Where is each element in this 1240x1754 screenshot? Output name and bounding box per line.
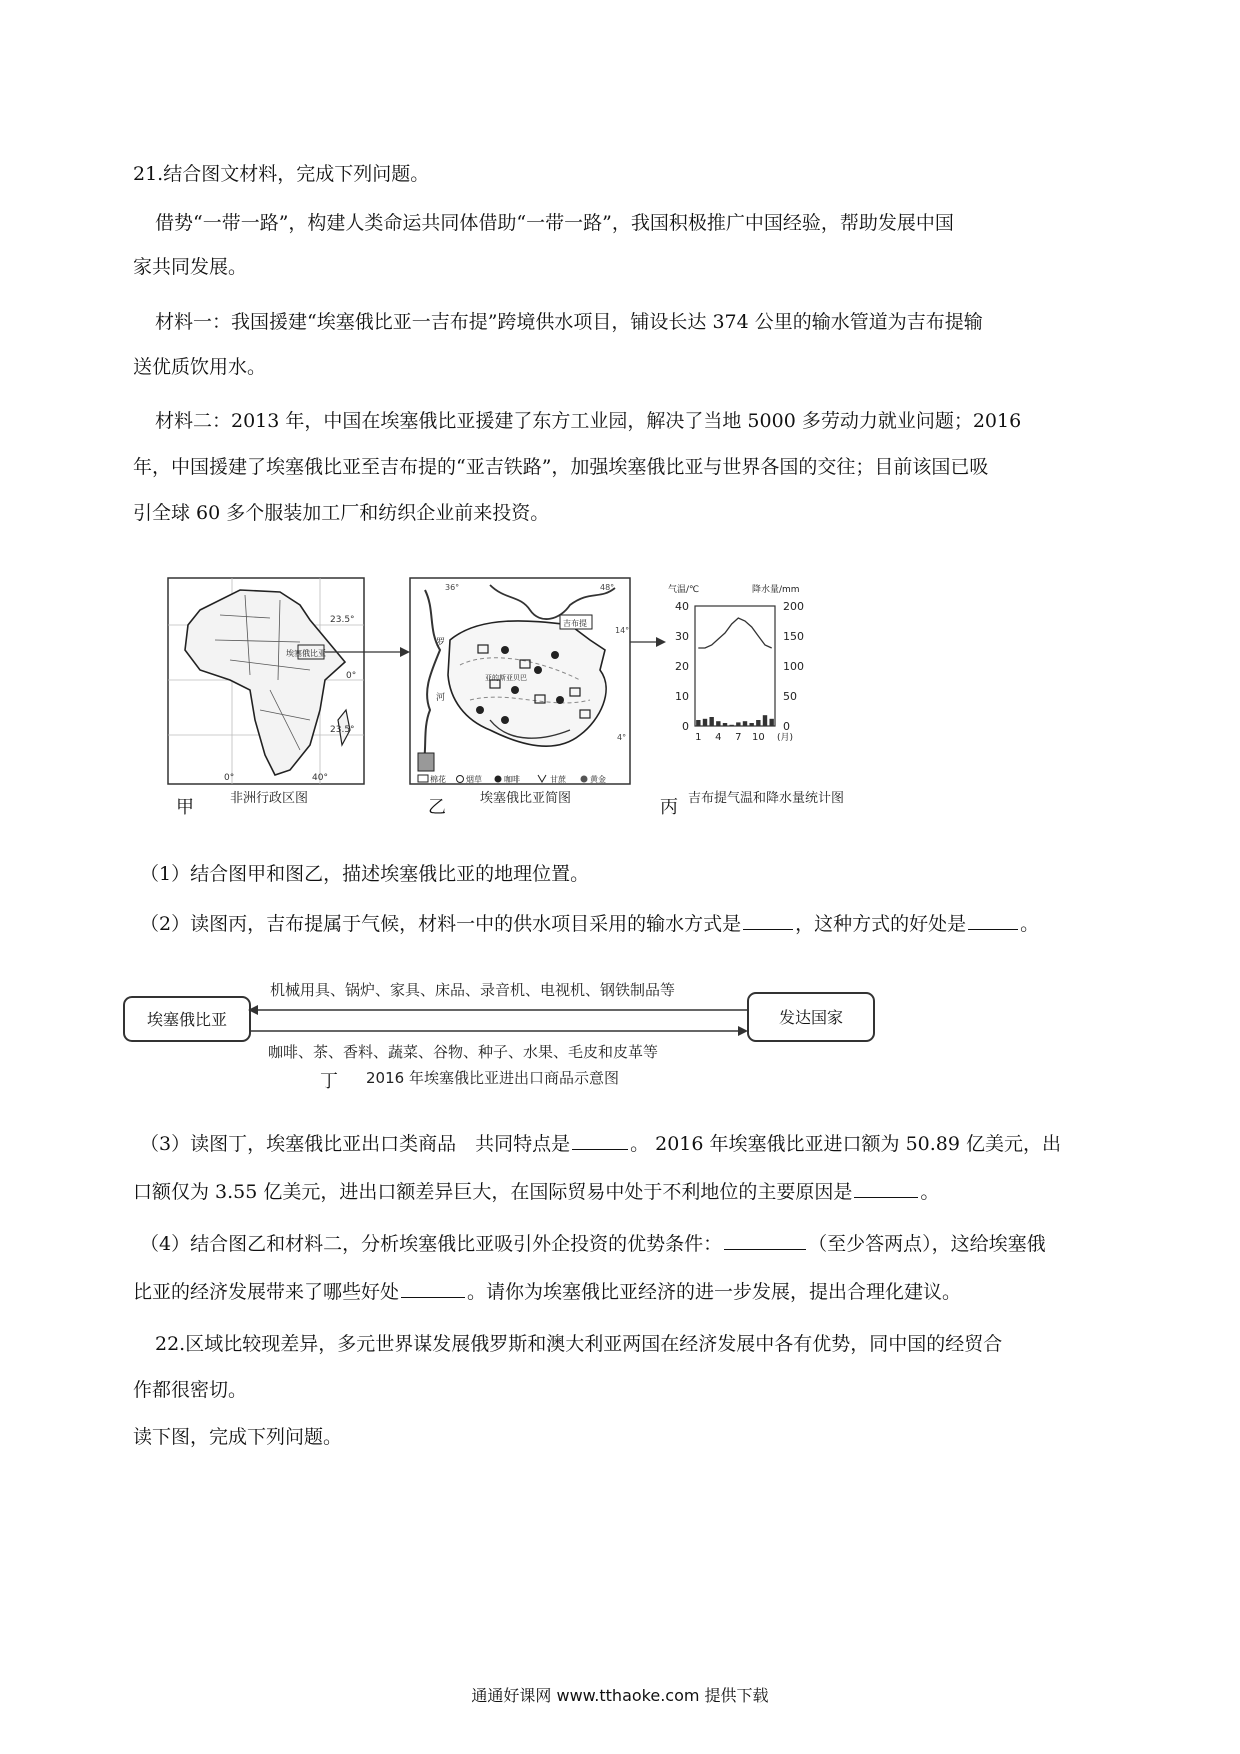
precip-bar-month-6: [729, 725, 733, 726]
climate-right-axis-title: 降水量/mm: [752, 585, 800, 595]
climate-left-axis-title: 气温/℃: [668, 585, 700, 595]
fig-ding-letter: 丁: [320, 1071, 338, 1090]
precip-bar-month-4: [716, 721, 720, 726]
q21-sub-3-text-d: 。: [920, 1181, 940, 1203]
answer-blank-4a[interactable]: [724, 1233, 806, 1250]
yi-lat-label-1: 14°: [615, 626, 630, 635]
africa-lat-label-1: 23.5°: [330, 615, 355, 625]
djibouti-label: 吉布提: [563, 619, 587, 628]
q21-intro-line-1: 借势“一带一路”，构建人类命运共同体借助“一带一路”，我国积极推广中国经验，帮助发展中国: [155, 212, 954, 234]
right-tick-0: 0: [783, 720, 790, 733]
africa-lon-label-0: 0°: [224, 773, 235, 783]
right-tick-150: 150: [783, 630, 804, 643]
q21-sub-4-line-1: [140, 1233, 1046, 1254]
fig-yi-letter: 乙: [428, 797, 446, 818]
answer-blank-3a[interactable]: [572, 1133, 628, 1150]
q21-sub-4-text-a: （4）结合图乙和材料二，分析埃塞俄比亚吸引外企投资的优势条件：: [140, 1233, 723, 1255]
export-arrow-head: [738, 1026, 748, 1036]
precip-bar-month-3: [709, 717, 713, 726]
legend-coffee: 咖啡: [504, 775, 520, 784]
fig-bing-caption: 吉布提气温和降水量统计图: [688, 791, 845, 806]
q21-sub-2-text-b: ，这种方式的好处是: [795, 913, 967, 935]
answer-blank-4b[interactable]: [401, 1281, 465, 1298]
import-goods: 机械用具、锅炉、家具、床品、录音机、电视机、钢铁制品等: [270, 981, 676, 999]
q21-title: 21.结合图文材料，完成下列问题。: [133, 163, 430, 185]
fig-jia-caption: 非洲行政区图: [230, 791, 309, 806]
ethiopia-map: [410, 578, 630, 784]
africa-lat-label-0: 0°: [346, 671, 357, 681]
q21-sub-1: （1）结合图甲和图乙，描述埃塞俄比亚的地理位置。: [140, 863, 590, 885]
q21-sub-3-text-b: 。 2016 年埃塞俄比亚进口额为 50.89 亿美元，出: [630, 1133, 1061, 1155]
material-2-line-1: 材料二：2013 年，中国在埃塞俄比亚援建了东方工业园，解决了当地 5000 多劳动力就业问题；2016: [155, 410, 1022, 432]
fig-yi-caption: 埃塞俄比亚简图: [480, 791, 572, 806]
developed-box-label: 发达国家: [778, 1008, 844, 1027]
climate-chart: [668, 583, 804, 743]
legend-sugarcane: 甘蔗: [550, 775, 566, 784]
precip-bar-month-9: [749, 723, 753, 726]
precip-bar-month-7: [736, 722, 740, 726]
q21-sub-3-line-1: [140, 1133, 1061, 1154]
climate-plot-frame: [695, 606, 775, 726]
fig-jia-letter: 甲: [176, 797, 194, 818]
precip-bar-month-8: [743, 721, 747, 726]
left-tick-0: 0: [682, 720, 689, 733]
precip-bar-month-5: [723, 723, 727, 726]
x-tick-1: 1: [695, 732, 702, 743]
temperature-line: [698, 618, 771, 648]
q22-read-instruction: 读下图，完成下列问题。: [133, 1426, 343, 1448]
yi-lon-label-2: 48°: [600, 583, 615, 592]
left-tick-40: 40: [675, 600, 689, 613]
material-1-line-1: 材料一：我国援建“埃塞俄比亚一吉布提”跨境供水项目，铺设长达 374 公里的输水管道为吉布提输: [155, 311, 983, 333]
x-tick-10: 10: [751, 732, 765, 743]
q21-sub-3-line-2: [133, 1181, 939, 1202]
trade-diagram-svg: [120, 975, 880, 1090]
arrow-yi-bing-head: [656, 637, 666, 647]
river-label-2: 河: [436, 693, 446, 703]
africa-map: [168, 578, 364, 784]
right-tick-100: 100: [783, 660, 804, 673]
material-1-line-2: 送优质饮用水。: [133, 356, 267, 378]
yi-lat-label-2: 4°: [617, 733, 627, 742]
q21-sub-2: [140, 913, 1039, 934]
fig-bing-letter: 丙: [660, 797, 678, 818]
right-tick-200: 200: [783, 600, 804, 613]
figure-maps-svg: [160, 570, 920, 820]
q21-sub-2-text-a: （2）读图丙，吉布提属于气候，材料一中的供水项目采用的输水方式是: [140, 913, 742, 935]
x-tick-7: 7: [735, 732, 742, 743]
material-2-line-2: 年，中国援建了埃塞俄比亚至吉布提的“亚吉铁路”，加强埃塞俄比亚与世界各国的交往；目前该国已吸: [133, 456, 989, 478]
material-2-line-3: 引全球 60 多个服装加工厂和纺织企业前来投资。: [133, 502, 550, 524]
precip-bar-month-2: [703, 719, 707, 726]
answer-blank-2a[interactable]: [743, 913, 793, 930]
answer-blank-3b[interactable]: [854, 1181, 918, 1198]
q22-line-2: 作都很密切。: [133, 1379, 248, 1401]
q21-sub-4-text-d: 。请你为埃塞俄比亚经济的进一步发展，提出合理化建议。: [467, 1281, 962, 1303]
africa-lat-label-2: 23.5°: [330, 725, 355, 735]
legend-tobacco: 烟草: [466, 775, 482, 784]
q21-sub-3-text-c: 口额仅为 3.55 亿美元，进出口额差异巨大，在国际贸易中处于不利地位的主要原因是: [133, 1181, 853, 1203]
left-tick-30: 30: [675, 630, 689, 643]
precip-bar-month-10: [756, 720, 760, 726]
figure-maps-climate: [160, 570, 920, 820]
capital-label: 亚的斯亚贝巴: [485, 674, 527, 682]
footer-download-credit: 通通好课网 www.tthaoke.com 提供下载: [471, 1686, 769, 1705]
q21-sub-2-text-c: 。: [1020, 913, 1040, 935]
export-goods: 咖啡、茶、香料、蔬菜、谷物、种子、水果、毛皮和皮革等: [268, 1043, 659, 1061]
africa-country-label: 埃塞俄比亚: [286, 649, 326, 658]
precip-bar-month-1: [696, 720, 700, 726]
precip-bar-month-12: [769, 719, 773, 726]
ethiopia-box-label: 埃塞俄比亚: [146, 1010, 228, 1029]
precip-bar-month-11: [763, 715, 767, 726]
answer-blank-2b[interactable]: [968, 913, 1018, 930]
q21-intro-line-2: 家共同发展。: [133, 256, 248, 278]
left-tick-20: 20: [675, 660, 689, 673]
legend-gold: 黄金: [590, 775, 606, 784]
left-tick-10: 10: [675, 690, 689, 703]
q21-sub-4-line-2: [133, 1281, 961, 1302]
right-tick-50: 50: [783, 690, 797, 703]
x-tick-4: 4: [715, 732, 722, 743]
q21-sub-4-text-c: 比亚的经济发展带来了哪些好处: [133, 1281, 400, 1303]
legend-cotton: 棉花: [430, 775, 446, 784]
q22-line-1: 22.区域比较现差异，多元世界谋发展俄罗斯和澳大利亚两国在经济发展中各有优势，同中国的经贸合: [155, 1333, 1003, 1355]
fig-ding-caption: 2016 年埃塞俄比亚进出口商品示意图: [366, 1069, 619, 1087]
arrow-jia-yi-head: [400, 647, 410, 657]
africa-lon-label-40: 40°: [312, 773, 328, 783]
q21-sub-3-text-a: （3）读图丁，埃塞俄比亚出口类商品 共同特点是: [140, 1133, 571, 1155]
figure-trade-diagram: [120, 975, 880, 1090]
x-tick-unit: (月): [777, 733, 794, 743]
river-label-1: 罗: [436, 638, 446, 648]
yi-lon-label-1: 36°: [445, 583, 460, 592]
q21-sub-4-text-b: （至少答两点），这给埃塞俄: [808, 1233, 1046, 1255]
